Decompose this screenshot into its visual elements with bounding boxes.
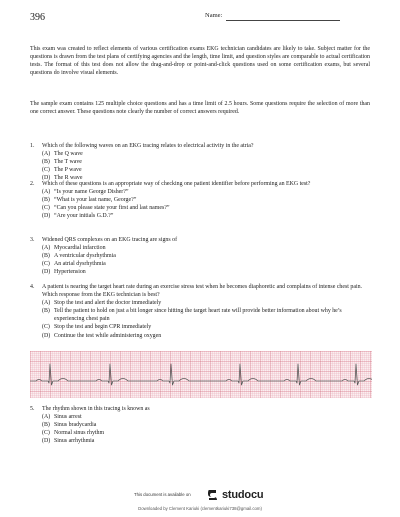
answer-option[interactable] [42, 158, 370, 166]
ekg-strip [30, 351, 372, 398]
option-letter: (C) [42, 324, 50, 331]
answer-option[interactable] [42, 429, 370, 437]
option-text: Sinus arrhythmia [54, 438, 95, 445]
name-label: Name: [205, 12, 223, 19]
question-5 [30, 405, 370, 445]
answer-option[interactable] [42, 252, 370, 260]
answer-option[interactable] [42, 323, 370, 331]
option-text: Hypertension [54, 269, 86, 276]
option-text: “Are your initials G.D.?” [54, 213, 114, 220]
option-letter: (D) [42, 332, 51, 339]
question-text: Which of the following waves on an EKG tracing relates to electrical activity in the atria? [42, 143, 254, 149]
ekg-trace-line [30, 364, 372, 385]
option-letter: (C) [42, 430, 50, 437]
answer-option[interactable] [42, 196, 370, 204]
option-text: Normal sinus rhythm [54, 430, 105, 437]
option-letter: (B) [42, 159, 50, 166]
answer-option[interactable] [42, 437, 370, 445]
option-text: A ventricular dysrhythmia [54, 253, 116, 260]
answer-option[interactable] [42, 299, 370, 307]
answer-option[interactable] [42, 212, 370, 220]
option-letter: (D) [42, 438, 51, 445]
answer-option[interactable] [42, 307, 370, 323]
option-letter: (D) [42, 213, 51, 220]
answer-option[interactable] [42, 244, 370, 252]
intro-paragraph-2: The sample exam contains 125 multiple choice questions and has a time limit of 2.5 hours. Some questions require the selection of more than one correct answer. These questions note clearly the number of correct answers required. [30, 101, 370, 116]
option-letter: (C) [42, 205, 50, 212]
studocu-brand[interactable] [206, 488, 263, 502]
ekg-trace [30, 351, 372, 398]
intro-paragraph-1: This exam was created to reflect elements of various certification exams EKG technician candidates are likely to take. Subject matter for the questions is drawn from the test plans of certifying agencies and the length, time limit, and question styles are comparable to actual certification tests. The format of this test does not allow the drag-and-drop or point-and-click questions used on some certification exams, but several questions do involve visual elements. [30, 46, 370, 77]
name-line [226, 20, 340, 21]
option-text: The P wave [54, 167, 82, 174]
question-number: 1. [30, 143, 35, 149]
option-letter: (C) [42, 167, 50, 174]
option-letter: (A) [42, 151, 51, 158]
answer-option[interactable] [42, 413, 370, 421]
option-letter: (B) [42, 197, 50, 204]
question-2 [30, 180, 370, 220]
option-letter: (B) [42, 422, 50, 429]
option-text: “Can you please state your first and last names?” [54, 205, 170, 212]
question-1 [30, 142, 370, 182]
studocu-logo-icon [206, 488, 220, 502]
answer-option[interactable] [42, 204, 370, 212]
download-line: Downloaded by Clement Kariuki (clementkariuki738@gmail.com) [138, 506, 262, 511]
option-text: Continue the test while administering oxygen [54, 332, 162, 339]
question-text: The rhythm shown in this tracing is known as [42, 406, 150, 412]
question-3 [30, 236, 370, 276]
answer-option[interactable] [42, 150, 370, 158]
option-text: Sinus bradycardia [54, 422, 97, 429]
option-letter: (A) [42, 189, 51, 196]
option-letter: (A) [42, 245, 51, 252]
question-number: 4. [30, 284, 35, 290]
option-text: An atrial dysrhythmia [54, 261, 106, 268]
question-text: A patient is nearing the target heart rate during an exercise stress test when he becomes diaphoretic and complains of intense chest pain. Which response from the EKG technician is best? [42, 284, 363, 299]
option-text: Stop the test and begin CPR immediately [54, 324, 152, 331]
question-number: 5. [30, 406, 35, 412]
option-text: Sinus arrest [54, 414, 82, 421]
question-number: 2. [30, 181, 35, 187]
page-number: 396 [30, 12, 45, 23]
option-letter: (A) [42, 414, 51, 421]
brand-name: studocu [222, 489, 264, 501]
option-text: “Is your name George Disher?” [54, 189, 129, 196]
question-text: Widened QRS complexes on an EKG tracing are signs of [42, 237, 178, 243]
answer-option[interactable] [42, 260, 370, 268]
option-text: The R wave [54, 175, 83, 182]
answer-option[interactable] [42, 268, 370, 276]
option-letter: (C) [42, 261, 50, 268]
option-letter: (B) [42, 253, 50, 260]
option-letter: (B) [42, 308, 50, 315]
answer-option[interactable] [42, 188, 370, 196]
option-text: The T wave [54, 159, 82, 166]
footer-note: This document is available on [134, 492, 191, 497]
option-text: Myocardial infarction [54, 245, 106, 252]
option-letter: (D) [42, 269, 51, 276]
answer-option[interactable] [42, 421, 370, 429]
answer-option[interactable] [42, 166, 370, 174]
question-text: Which of these questions is an appropriate way of checking one patient identifier before performing an EKG test? [42, 181, 311, 187]
option-text: Stop the test and alert the doctor immediately [54, 300, 162, 307]
option-text: Tell the patient to hold on just a bit longer since hitting the target heart rate will provide better information about why he’s experiencing chest pain [54, 308, 342, 323]
option-text: “What is your last name, George?” [54, 197, 137, 204]
answer-option[interactable] [42, 332, 370, 340]
option-text: The Q wave [54, 151, 83, 158]
option-letter: (D) [42, 175, 51, 182]
option-letter: (A) [42, 300, 51, 307]
question-number: 3. [30, 237, 35, 243]
question-4 [30, 283, 370, 340]
